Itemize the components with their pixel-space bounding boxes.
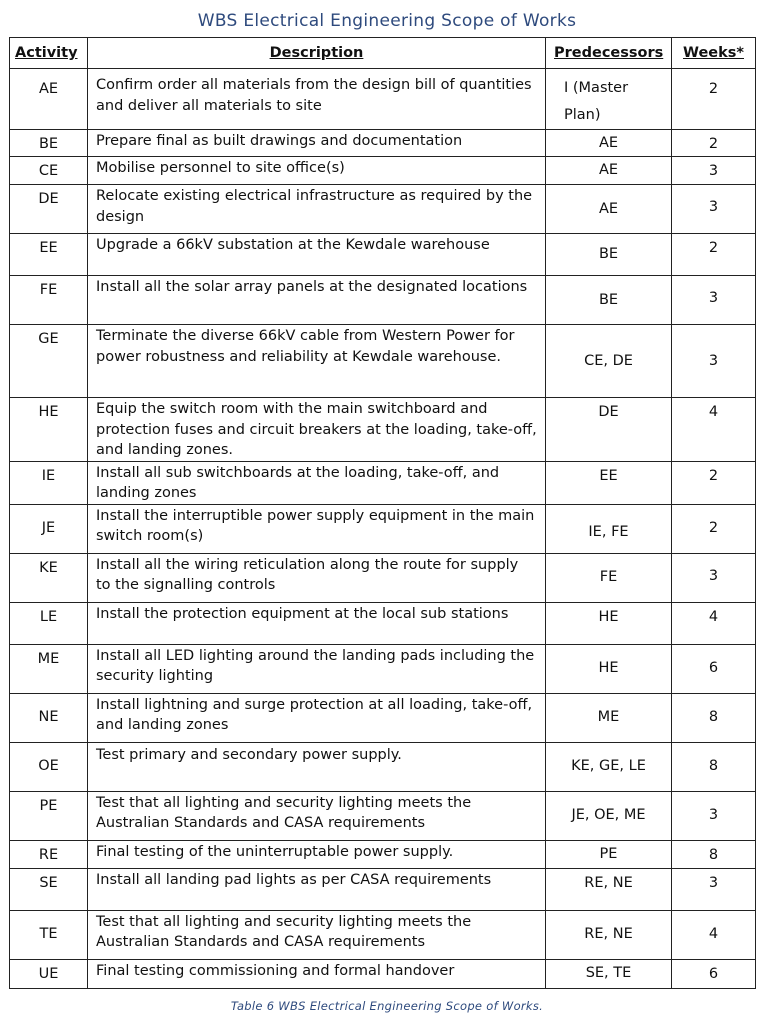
weeks-cell: 8 [672,742,756,791]
activity-cell: GE [10,325,88,398]
weeks-cell: 3 [672,791,756,840]
header-activity: Activity [10,38,88,69]
table-row [10,840,756,868]
predecessors-cell: RE, NE [546,910,672,959]
predecessors-cell: BE [546,234,672,276]
description-cell: Upgrade a 66kV substation at the Kewdale warehouse [88,234,546,276]
description-cell: Install the interruptible power supply equipment in the main switch room(s) [88,504,546,553]
weeks-cell: 3 [672,868,756,910]
weeks-cell: 3 [672,276,756,325]
description-cell: Install all the wiring reticulation along the route for supply to the signalling controls [88,553,546,602]
table-row [10,959,756,988]
activity-cell: LE [10,602,88,644]
weeks-cell: 4 [672,602,756,644]
table-row [10,644,756,693]
weeks-cell: 8 [672,840,756,868]
weeks-cell: 3 [672,185,756,234]
predecessors-cell: I (Master Plan) [546,69,672,130]
activity-cell: FE [10,276,88,325]
weeks-cell: 6 [672,644,756,693]
weeks-cell: 3 [672,325,756,398]
table-row [10,791,756,840]
table-row [10,157,756,185]
header-description: Description [88,38,546,69]
description-cell: Relocate existing electrical infrastructure as required by the design [88,185,546,234]
activity-cell: RE [10,840,88,868]
description-cell: Final testing commissioning and formal handover [88,959,546,988]
activity-cell: BE [10,130,88,157]
description-cell: Install all LED lighting around the landing pads including the security lighting [88,644,546,693]
predecessors-cell: BE [546,276,672,325]
weeks-cell: 3 [672,157,756,185]
predecessors-cell: HE [546,602,672,644]
description-cell: Final testing of the uninterruptable power supply. [88,840,546,868]
predecessors-cell: IE, FE [546,504,672,553]
activity-cell: DE [10,185,88,234]
table-row [10,398,756,462]
description-cell: Test primary and secondary power supply. [88,742,546,791]
activity-cell: PE [10,791,88,840]
description-cell: Install all landing pad lights as per CASA requirements [88,868,546,910]
table-header-row [10,38,756,69]
header-weeks: Weeks* [672,38,756,69]
header-predecessors: Predecessors [546,38,672,69]
predecessors-cell: EE [546,461,672,504]
description-cell: Test that all lighting and security lighting meets the Australian Standards and CASA requirements [88,791,546,840]
predecessors-cell: AE [546,157,672,185]
weeks-cell: 2 [672,234,756,276]
activity-cell: AE [10,69,88,130]
weeks-cell: 2 [672,69,756,130]
description-cell: Mobilise personnel to site office(s) [88,157,546,185]
table-row [10,602,756,644]
description-cell: Install all sub switchboards at the loading, take-off, and landing zones [88,461,546,504]
table-caption: Table 6 WBS Electrical Engineering Scope of Works. [230,999,544,1013]
predecessors-cell: AE [546,185,672,234]
weeks-cell: 4 [672,398,756,462]
table-row [10,461,756,504]
activity-cell: OE [10,742,88,791]
description-cell: Confirm order all materials from the design bill of quantities and deliver all materials to site [88,69,546,130]
table-row [10,553,756,602]
weeks-cell: 6 [672,959,756,988]
predecessors-cell: SE, TE [546,959,672,988]
predecessors-cell: JE, OE, ME [546,791,672,840]
activity-cell: TE [10,910,88,959]
predecessors-cell: RE, NE [546,868,672,910]
activity-cell: EE [10,234,88,276]
weeks-cell: 2 [672,130,756,157]
description-cell: Install the protection equipment at the local sub stations [88,602,546,644]
table-row [10,868,756,910]
table-row [10,276,756,325]
weeks-cell: 2 [672,461,756,504]
table-row [10,130,756,157]
predecessors-cell: FE [546,553,672,602]
weeks-cell: 2 [672,504,756,553]
predecessors-cell: KE, GE, LE [546,742,672,791]
activity-cell: KE [10,553,88,602]
weeks-cell: 8 [672,693,756,742]
predecessors-cell: AE [546,130,672,157]
predecessors-cell: ME [546,693,672,742]
table-row [10,325,756,398]
description-cell: Install lightning and surge protection at all loading, take-off, and landing zones [88,693,546,742]
predecessors-cell: DE [546,398,672,462]
table-row [10,742,756,791]
weeks-cell: 3 [672,553,756,602]
table-row [10,69,756,130]
description-cell: Terminate the diverse 66kV cable from Western Power for power robustness and reliability at Kewdale warehouse. [88,325,546,398]
table-row [10,234,756,276]
activity-cell: JE [10,504,88,553]
activity-cell: CE [10,157,88,185]
predecessors-cell: CE, DE [546,325,672,398]
table-row [10,504,756,553]
description-cell: Prepare final as built drawings and documentation [88,130,546,157]
weeks-cell: 4 [672,910,756,959]
predecessors-cell: HE [546,644,672,693]
predecessors-cell: PE [546,840,672,868]
scope-of-works-table [9,37,756,989]
description-cell: Test that all lighting and security lighting meets the Australian Standards and CASA requirements [88,910,546,959]
table-row [10,693,756,742]
activity-cell: IE [10,461,88,504]
table-row [10,185,756,234]
activity-cell: NE [10,693,88,742]
table-row [10,910,756,959]
activity-cell: ME [10,644,88,693]
activity-cell: HE [10,398,88,462]
description-cell: Install all the solar array panels at the designated locations [88,276,546,325]
document-title: WBS Electrical Engineering Scope of Works [197,11,577,31]
activity-cell: UE [10,959,88,988]
activity-cell: SE [10,868,88,910]
description-cell: Equip the switch room with the main switchboard and protection fuses and circuit breakers at the loading, take-off, and landing zones. [88,398,546,462]
